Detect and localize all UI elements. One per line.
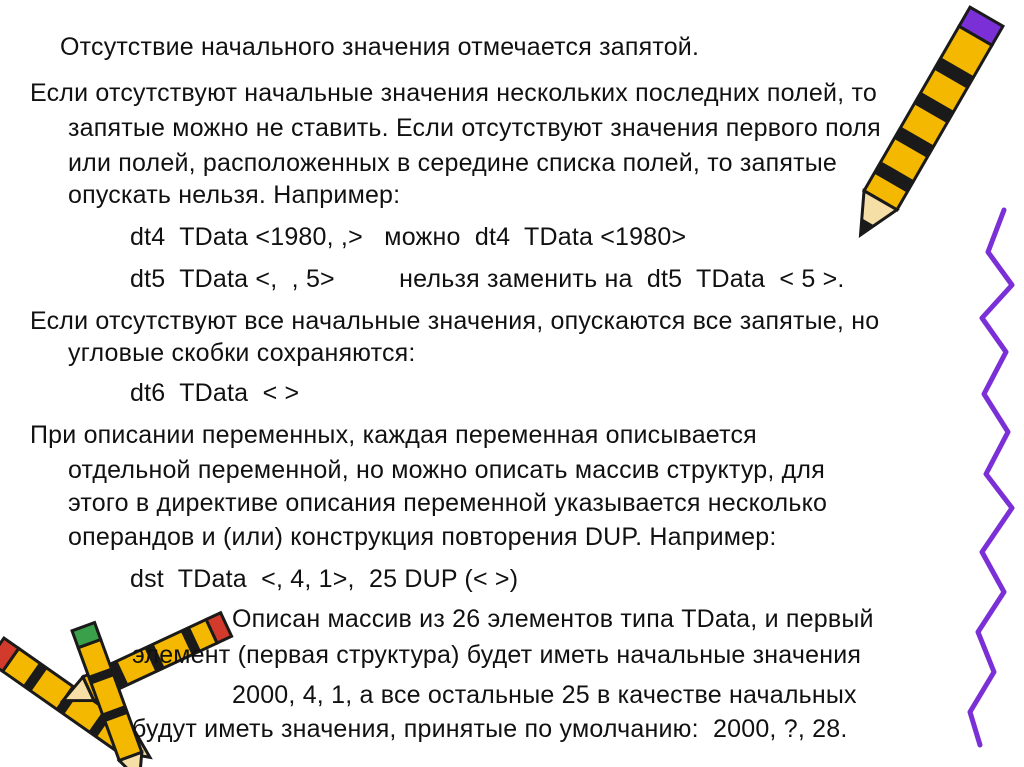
- paragraph-1-line-4: опускать нельзя. Например:: [68, 181, 401, 209]
- paragraph-3-line-1: При описании переменных, каждая переменная описывается: [30, 421, 757, 449]
- example-dt4: dt4 TData <1980, ,> можно dt4 TData <1980>: [130, 223, 687, 251]
- example-dst: dst TData <, 4, 1>, 25 DUP (< >): [130, 565, 519, 593]
- paragraph-3-line-3: этого в директиве описания переменной указывается несколько: [68, 489, 828, 517]
- note-line-4: будут иметь значения, принятые по умолчанию: 2000, ?, 28.: [132, 715, 848, 743]
- paragraph-1-line-3: или полей, расположенных в середине списка полей, то запятые: [68, 149, 838, 177]
- paragraph-1-line-1: Если отсутствуют начальные значения нескольких последних полей, то: [30, 79, 877, 107]
- paragraph-2-line-2: угловые скобки сохраняются:: [68, 339, 416, 367]
- note-line-2: элемент (первая структура) будет иметь начальные значения: [132, 641, 862, 669]
- note-line-3: 2000, 4, 1, а все остальные 25 в качестве начальных: [232, 681, 857, 709]
- slide-heading: Отсутствие начального значения отмечается запятой.: [60, 33, 700, 61]
- paragraph-1-line-2: запятые можно не ставить. Если отсутствуют значения первого поля: [68, 114, 881, 142]
- example-dt5: dt5 TData <, , 5> нельзя заменить на dt5 TData < 5 >.: [130, 265, 845, 293]
- paragraph-2-line-1: Если отсутствуют все начальные значения, опускаются все запятые, но: [30, 307, 880, 335]
- paragraph-3-line-2: отдельной переменной, но можно описать массив структур, для: [68, 456, 825, 484]
- note-line-1: Описан массив из 26 элементов типа TData, и первый: [232, 605, 874, 633]
- paragraph-3-line-4: операндов и (или) конструкция повторения DUP. Например:: [68, 523, 777, 551]
- example-dt6: dt6 TData < >: [130, 379, 300, 407]
